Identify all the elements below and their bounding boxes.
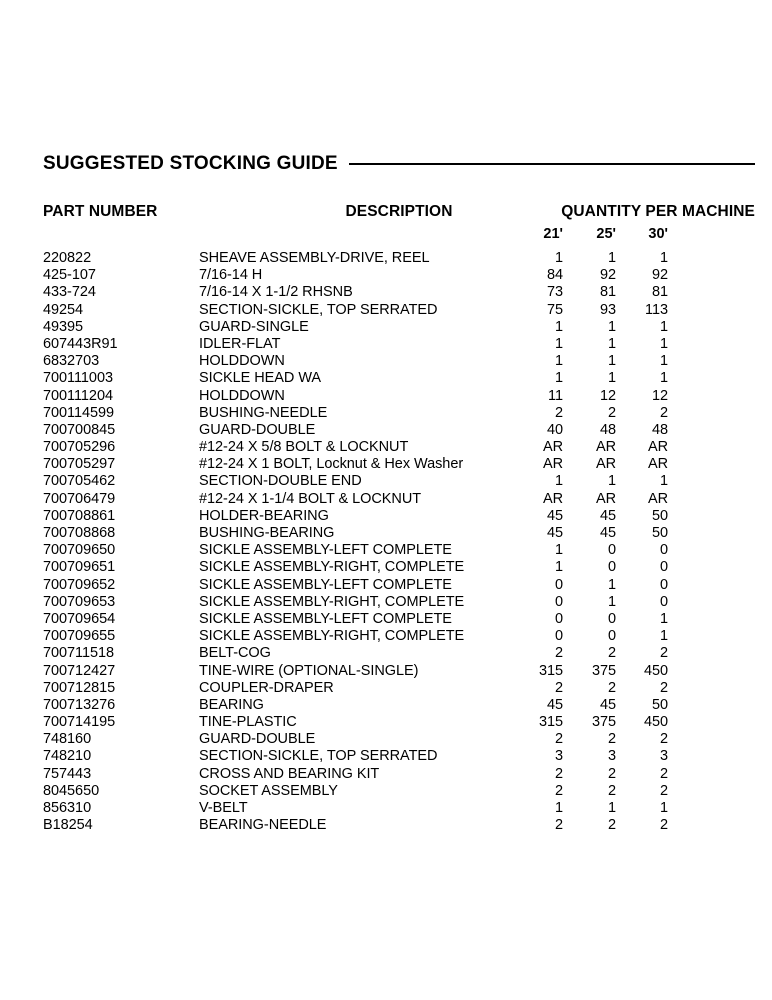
cell-quantity-0: 1 [554, 335, 563, 352]
cell-quantity-2: 2 [659, 645, 668, 662]
cell-quantity-0: 75 [546, 301, 563, 318]
cell-quantity-2: 450 [643, 662, 668, 679]
cell-description: BELT-COG [199, 645, 271, 662]
cell-quantity-0: 1 [554, 800, 563, 816]
cell-part-number: B18254 [43, 817, 93, 834]
cell-part-number: 748210 [43, 748, 92, 765]
table-column-headers [43, 204, 755, 222]
cell-part-number: 700708868 [43, 525, 116, 541]
table-row [43, 645, 755, 662]
cell-description: SICKLE ASSEMBLY-RIGHT, COMPLETE [199, 593, 465, 610]
cell-quantity-2: 3 [659, 748, 668, 765]
cell-quantity-1: 2 [607, 731, 616, 748]
table-row [43, 422, 755, 439]
cell-quantity-0: 2 [554, 731, 563, 748]
cell-quantity-2: 81 [651, 284, 668, 301]
table-row [43, 817, 755, 834]
cell-quantity-1: AR [595, 490, 616, 507]
cell-quantity-0: 45 [546, 696, 563, 713]
cell-part-number: 700705462 [43, 473, 116, 490]
table-size-subheaders [43, 227, 755, 244]
cell-part-number: 700713276 [43, 696, 116, 713]
cell-quantity-0: 2 [554, 404, 563, 421]
cell-part-number: 700709654 [43, 610, 116, 627]
cell-part-number: 607443R91 [43, 335, 118, 352]
cell-quantity-0: 2 [554, 817, 563, 834]
cell-part-number: 700709651 [43, 559, 116, 576]
cell-quantity-2: AR [647, 456, 668, 473]
cell-description: SOCKET ASSEMBLY [199, 782, 338, 799]
table-row [43, 577, 755, 594]
cell-part-number: 700712427 [43, 662, 116, 679]
cell-quantity-2: 2 [659, 731, 668, 748]
cell-quantity-0: AR [542, 439, 563, 456]
cell-description: BUSHING-NEEDLE [199, 404, 328, 421]
cell-description: SICKLE ASSEMBLY-LEFT COMPLETE [199, 576, 452, 593]
cell-part-number: 757443 [43, 765, 92, 782]
cell-description: HOLDER-BEARING [199, 507, 329, 524]
table-row [43, 353, 755, 370]
cell-description: HOLDDOWN [199, 387, 285, 404]
table-row [43, 439, 755, 456]
cell-part-number: 700711518 [43, 645, 115, 662]
cell-quantity-2: 1 [659, 800, 668, 816]
cell-part-number: 700712815 [43, 679, 116, 696]
cell-part-number: 700714195 [43, 714, 116, 731]
column-subheader-size-30: 30' [648, 226, 668, 242]
table-row [43, 680, 755, 697]
table-body [43, 250, 755, 834]
table-row [43, 559, 755, 576]
page-title: SUGGESTED STOCKING GUIDE [43, 152, 338, 174]
cell-description: #12-24 X 5/8 BOLT & LOCKNUT [199, 439, 409, 456]
table-row [43, 250, 755, 267]
cell-quantity-1: 81 [599, 284, 616, 301]
cell-quantity-0: 0 [554, 576, 563, 593]
cell-quantity-1: 45 [599, 507, 616, 524]
cell-part-number: 433-724 [43, 284, 96, 301]
cell-quantity-0: 2 [554, 765, 563, 782]
table-row [43, 731, 755, 748]
cell-quantity-2: 450 [643, 714, 668, 731]
cell-part-number: 700705296 [43, 439, 116, 456]
cell-description: SICKLE ASSEMBLY-LEFT COMPLETE [199, 610, 452, 627]
cell-quantity-1: 1 [607, 800, 616, 816]
cell-part-number: 700709655 [43, 628, 116, 645]
cell-description: SECTION-SICKLE, TOP SERRATED [199, 748, 438, 765]
cell-description: #12-24 X 1 BOLT, Locknut & Hex Washer [199, 456, 464, 473]
cell-quantity-0: 73 [546, 284, 563, 301]
cell-quantity-1: 92 [599, 267, 616, 284]
cell-quantity-1: 1 [607, 335, 616, 352]
cell-description: COUPLER-DRAPER [199, 679, 334, 696]
cell-quantity-2: AR [647, 439, 668, 456]
table-row [43, 456, 755, 473]
cell-description: 7/16-14 H [199, 267, 263, 284]
cell-quantity-1: 2 [607, 679, 616, 696]
table-row [43, 405, 755, 422]
cell-part-number: 700708861 [43, 507, 116, 524]
cell-description: #12-24 X 1-1/4 BOLT & LOCKNUT [199, 490, 422, 507]
table-row [43, 800, 755, 817]
cell-part-number: 856310 [43, 800, 92, 816]
cell-quantity-2: 2 [659, 404, 668, 421]
cell-description: SICKLE ASSEMBLY-RIGHT, COMPLETE [199, 559, 465, 576]
cell-quantity-1: 1 [607, 593, 616, 610]
cell-quantity-0: 45 [546, 507, 563, 524]
cell-part-number: 700706479 [43, 490, 116, 507]
table-row [43, 525, 755, 542]
cell-part-number: 49254 [43, 301, 84, 318]
cell-quantity-1: 1 [607, 473, 616, 490]
table-row [43, 284, 755, 301]
cell-quantity-2: 113 [645, 301, 668, 318]
table-row [43, 783, 755, 800]
cell-quantity-2: 2 [659, 817, 668, 834]
table-row [43, 594, 755, 611]
cell-description: GUARD-DOUBLE [199, 731, 316, 748]
cell-description: SICKLE ASSEMBLY-RIGHT, COMPLETE [199, 628, 465, 645]
cell-quantity-1: AR [595, 456, 616, 473]
cell-quantity-1: 3 [607, 748, 616, 765]
cell-quantity-0: 2 [554, 645, 563, 662]
table-row [43, 302, 755, 319]
cell-quantity-1: 1 [607, 250, 616, 266]
cell-quantity-1: 375 [591, 714, 616, 731]
cell-description: TINE-PLASTIC [199, 714, 297, 731]
cell-part-number: 700709653 [43, 593, 116, 610]
cell-quantity-0: 45 [546, 525, 563, 541]
cell-quantity-2: 50 [651, 696, 668, 713]
cell-part-number: 700111003 [43, 370, 113, 387]
cell-quantity-1: 93 [599, 301, 616, 318]
cell-quantity-0: 1 [554, 318, 563, 335]
cell-description: BUSHING-BEARING [199, 525, 335, 541]
cell-quantity-0: AR [542, 490, 563, 507]
cell-quantity-1: 2 [607, 404, 616, 421]
cell-quantity-1: 2 [607, 765, 616, 782]
cell-quantity-1: 0 [607, 610, 616, 627]
cell-quantity-0: 1 [554, 370, 563, 387]
cell-quantity-0: 3 [554, 748, 563, 765]
cell-part-number: 748160 [43, 731, 92, 748]
cell-quantity-0: 1 [554, 250, 563, 266]
cell-quantity-2: 12 [651, 387, 668, 404]
cell-quantity-2: 92 [651, 267, 668, 284]
table-row [43, 473, 755, 490]
cell-quantity-2: 0 [659, 559, 668, 576]
table-row [43, 542, 755, 559]
cell-part-number: 700700845 [43, 421, 116, 438]
column-header-description: DESCRIPTION [345, 203, 453, 220]
cell-quantity-0: 2 [554, 679, 563, 696]
cell-quantity-1: 0 [607, 559, 616, 576]
cell-description: SHEAVE ASSEMBLY-DRIVE, REEL [199, 250, 430, 266]
cell-quantity-0: 1 [554, 353, 563, 370]
cell-quantity-1: 0 [607, 542, 616, 559]
table-row [43, 697, 755, 714]
cell-description: HOLDDOWN [199, 353, 285, 370]
cell-quantity-2: 50 [651, 507, 668, 524]
cell-quantity-2: 1 [659, 628, 668, 645]
cell-part-number: 700705297 [43, 456, 116, 473]
cell-part-number: 700111204 [43, 387, 113, 404]
cell-quantity-0: 0 [554, 593, 563, 610]
cell-quantity-1: 1 [607, 318, 616, 335]
cell-quantity-1: 1 [607, 353, 616, 370]
cell-quantity-1: 45 [599, 696, 616, 713]
cell-quantity-1: 2 [607, 817, 616, 834]
table-row [43, 370, 755, 387]
cell-quantity-2: 2 [659, 765, 668, 782]
column-header-part-number: PART NUMBER [43, 203, 158, 220]
table-row [43, 748, 755, 765]
cell-description: SECTION-DOUBLE END [199, 473, 362, 490]
column-subheader-size-21: 21' [543, 226, 563, 242]
cell-quantity-2: 1 [659, 353, 668, 370]
cell-part-number: 700709650 [43, 542, 116, 559]
cell-description: BEARING-NEEDLE [199, 817, 327, 834]
cell-quantity-2: 1 [659, 318, 668, 335]
cell-description: SECTION-SICKLE, TOP SERRATED [199, 301, 438, 318]
cell-quantity-2: 0 [659, 542, 668, 559]
cell-quantity-1: 0 [607, 628, 616, 645]
cell-quantity-0: 84 [546, 267, 563, 284]
cell-part-number: 220822 [43, 250, 92, 266]
cell-quantity-0: AR [542, 456, 563, 473]
table-row [43, 319, 755, 336]
cell-quantity-1: 2 [607, 782, 616, 799]
cell-quantity-2: 48 [651, 421, 668, 438]
column-subheader-size-25: 25' [596, 226, 616, 242]
cell-part-number: 49395 [43, 318, 84, 335]
cell-description: V-BELT [199, 800, 248, 816]
cell-quantity-2: 1 [659, 610, 668, 627]
table-row [43, 336, 755, 353]
cell-quantity-0: 1 [554, 559, 563, 576]
cell-quantity-1: 375 [591, 662, 616, 679]
cell-quantity-0: 315 [538, 714, 563, 731]
cell-quantity-0: 0 [554, 610, 563, 627]
cell-quantity-1: 48 [599, 421, 616, 438]
cell-quantity-1: AR [595, 439, 616, 456]
cell-quantity-0: 2 [554, 782, 563, 799]
cell-quantity-0: 1 [554, 542, 563, 559]
cell-quantity-2: 1 [659, 370, 668, 387]
cell-quantity-2: 50 [651, 525, 668, 541]
cell-description: 7/16-14 X 1-1/2 RHSNB [199, 284, 353, 301]
cell-quantity-0: 40 [546, 421, 563, 438]
column-header-quantity-per-machine: QUANTITY PER MACHINE [561, 203, 755, 220]
cell-quantity-2: AR [647, 490, 668, 507]
cell-quantity-1: 12 [599, 387, 616, 404]
cell-quantity-1: 45 [599, 525, 616, 541]
cell-description: GUARD-DOUBLE [199, 421, 316, 438]
cell-part-number: 700709652 [43, 576, 116, 593]
table-row [43, 611, 755, 628]
table-row [43, 714, 755, 731]
cell-quantity-2: 1 [659, 335, 668, 352]
cell-description: CROSS AND BEARING KIT [199, 765, 380, 782]
cell-quantity-0: 1 [554, 473, 563, 490]
cell-description: GUARD-SINGLE [199, 318, 309, 335]
cell-description: SICKLE HEAD WA [199, 370, 322, 387]
title-rule-divider [349, 163, 755, 165]
cell-quantity-1: 1 [607, 370, 616, 387]
cell-quantity-0: 315 [538, 662, 563, 679]
cell-part-number: 8045650 [43, 782, 100, 799]
cell-part-number: 425-107 [43, 267, 96, 284]
cell-description: TINE-WIRE (OPTIONAL-SINGLE) [199, 662, 419, 679]
cell-description: SICKLE ASSEMBLY-LEFT COMPLETE [199, 542, 452, 559]
table-row [43, 628, 755, 645]
cell-description: IDLER-FLAT [199, 335, 281, 352]
cell-quantity-2: 2 [659, 782, 668, 799]
document-title-row [43, 152, 755, 174]
cell-quantity-0: 0 [554, 628, 563, 645]
cell-description: BEARING [199, 696, 264, 713]
table-row [43, 663, 755, 680]
cell-quantity-2: 0 [659, 576, 668, 593]
cell-quantity-2: 0 [659, 593, 668, 610]
cell-quantity-1: 1 [607, 576, 616, 593]
table-row [43, 766, 755, 783]
cell-quantity-2: 1 [659, 473, 668, 490]
table-row [43, 388, 755, 405]
table-row [43, 267, 755, 284]
table-row [43, 491, 755, 508]
cell-quantity-0: 11 [548, 387, 563, 404]
cell-quantity-2: 1 [659, 250, 668, 266]
cell-part-number: 700114599 [43, 404, 115, 421]
table-row [43, 508, 755, 525]
cell-part-number: 6832703 [43, 353, 100, 370]
cell-quantity-2: 2 [659, 679, 668, 696]
cell-quantity-1: 2 [607, 645, 616, 662]
